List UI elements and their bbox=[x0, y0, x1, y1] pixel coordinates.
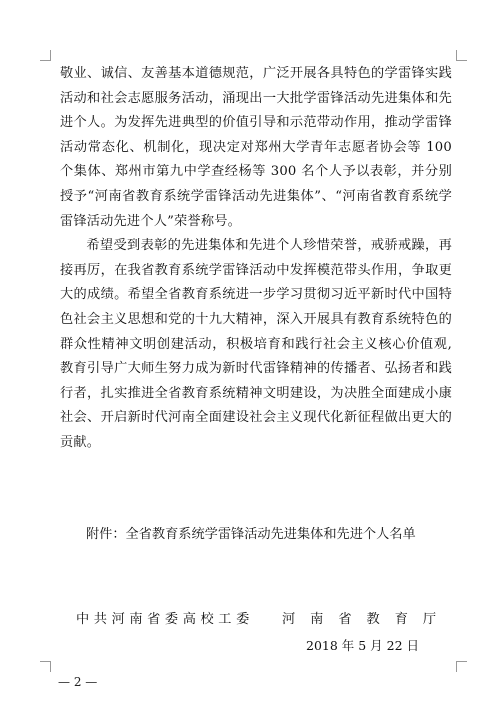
page-number: — 2 — bbox=[58, 675, 98, 689]
paragraph-2: 希望受到表彰的先进集体和先进个人珍惜荣誉，戒骄戒躁，再接再厉，在我省教育系统学雷锋活动中发挥模范带头作用，争取更大的成绩。希望全省教育系统进一步学习贯彻习近平新时代中国特色社会主义思想和党的十九大精神，深入开展具有教育系统特色的群众性精神文明创建活动，积极培育和践行社会主义核心价值观,教育引导广大师生努力成为新时代雷锋精神的传播者、弘扬者和践行者，扎实推进全省教育系统精神文明建设，为决胜全面建成小康社会、开启新时代河南全面建设社会主义现代化新征程做出更大的贡献。 bbox=[60, 238, 452, 450]
margin-mark-bottom-left bbox=[40, 661, 51, 672]
margin-mark-top-left bbox=[40, 50, 51, 61]
paragraph-1: 敬业、诚信、友善基本道德规范，广泛开展各具特色的学雷锋实践活动和社会志愿服务活动，涌现出一大批学雷锋活动先进集体和先进个人。为发挥先进典型的价值引导和示范带动作用，推动学雷锋活动常态化、机制化，现决定对郑州大学青年志愿者协会等 100 个集体、郑州市第九中学查经杨等 300 名个人予以表彰，并分别授予“河南省教育系统学雷锋活动先进集体”、“河南省教育系统学雷锋活动先进个人”荣誉称号。 bbox=[60, 66, 452, 229]
signatory-left: 中共河南省委高校工委 bbox=[76, 612, 254, 627]
margin-mark-top-right bbox=[456, 50, 467, 61]
document-date: 2018 年 5 月 22 日 bbox=[306, 638, 420, 653]
signatory-right: 河南省教育厅 bbox=[282, 612, 452, 627]
margin-mark-bottom-right bbox=[456, 661, 467, 672]
document-body bbox=[60, 62, 452, 456]
attachment-note: 附件：全省教育系统学雷锋活动先进集体和先进个人名单 bbox=[86, 527, 416, 542]
